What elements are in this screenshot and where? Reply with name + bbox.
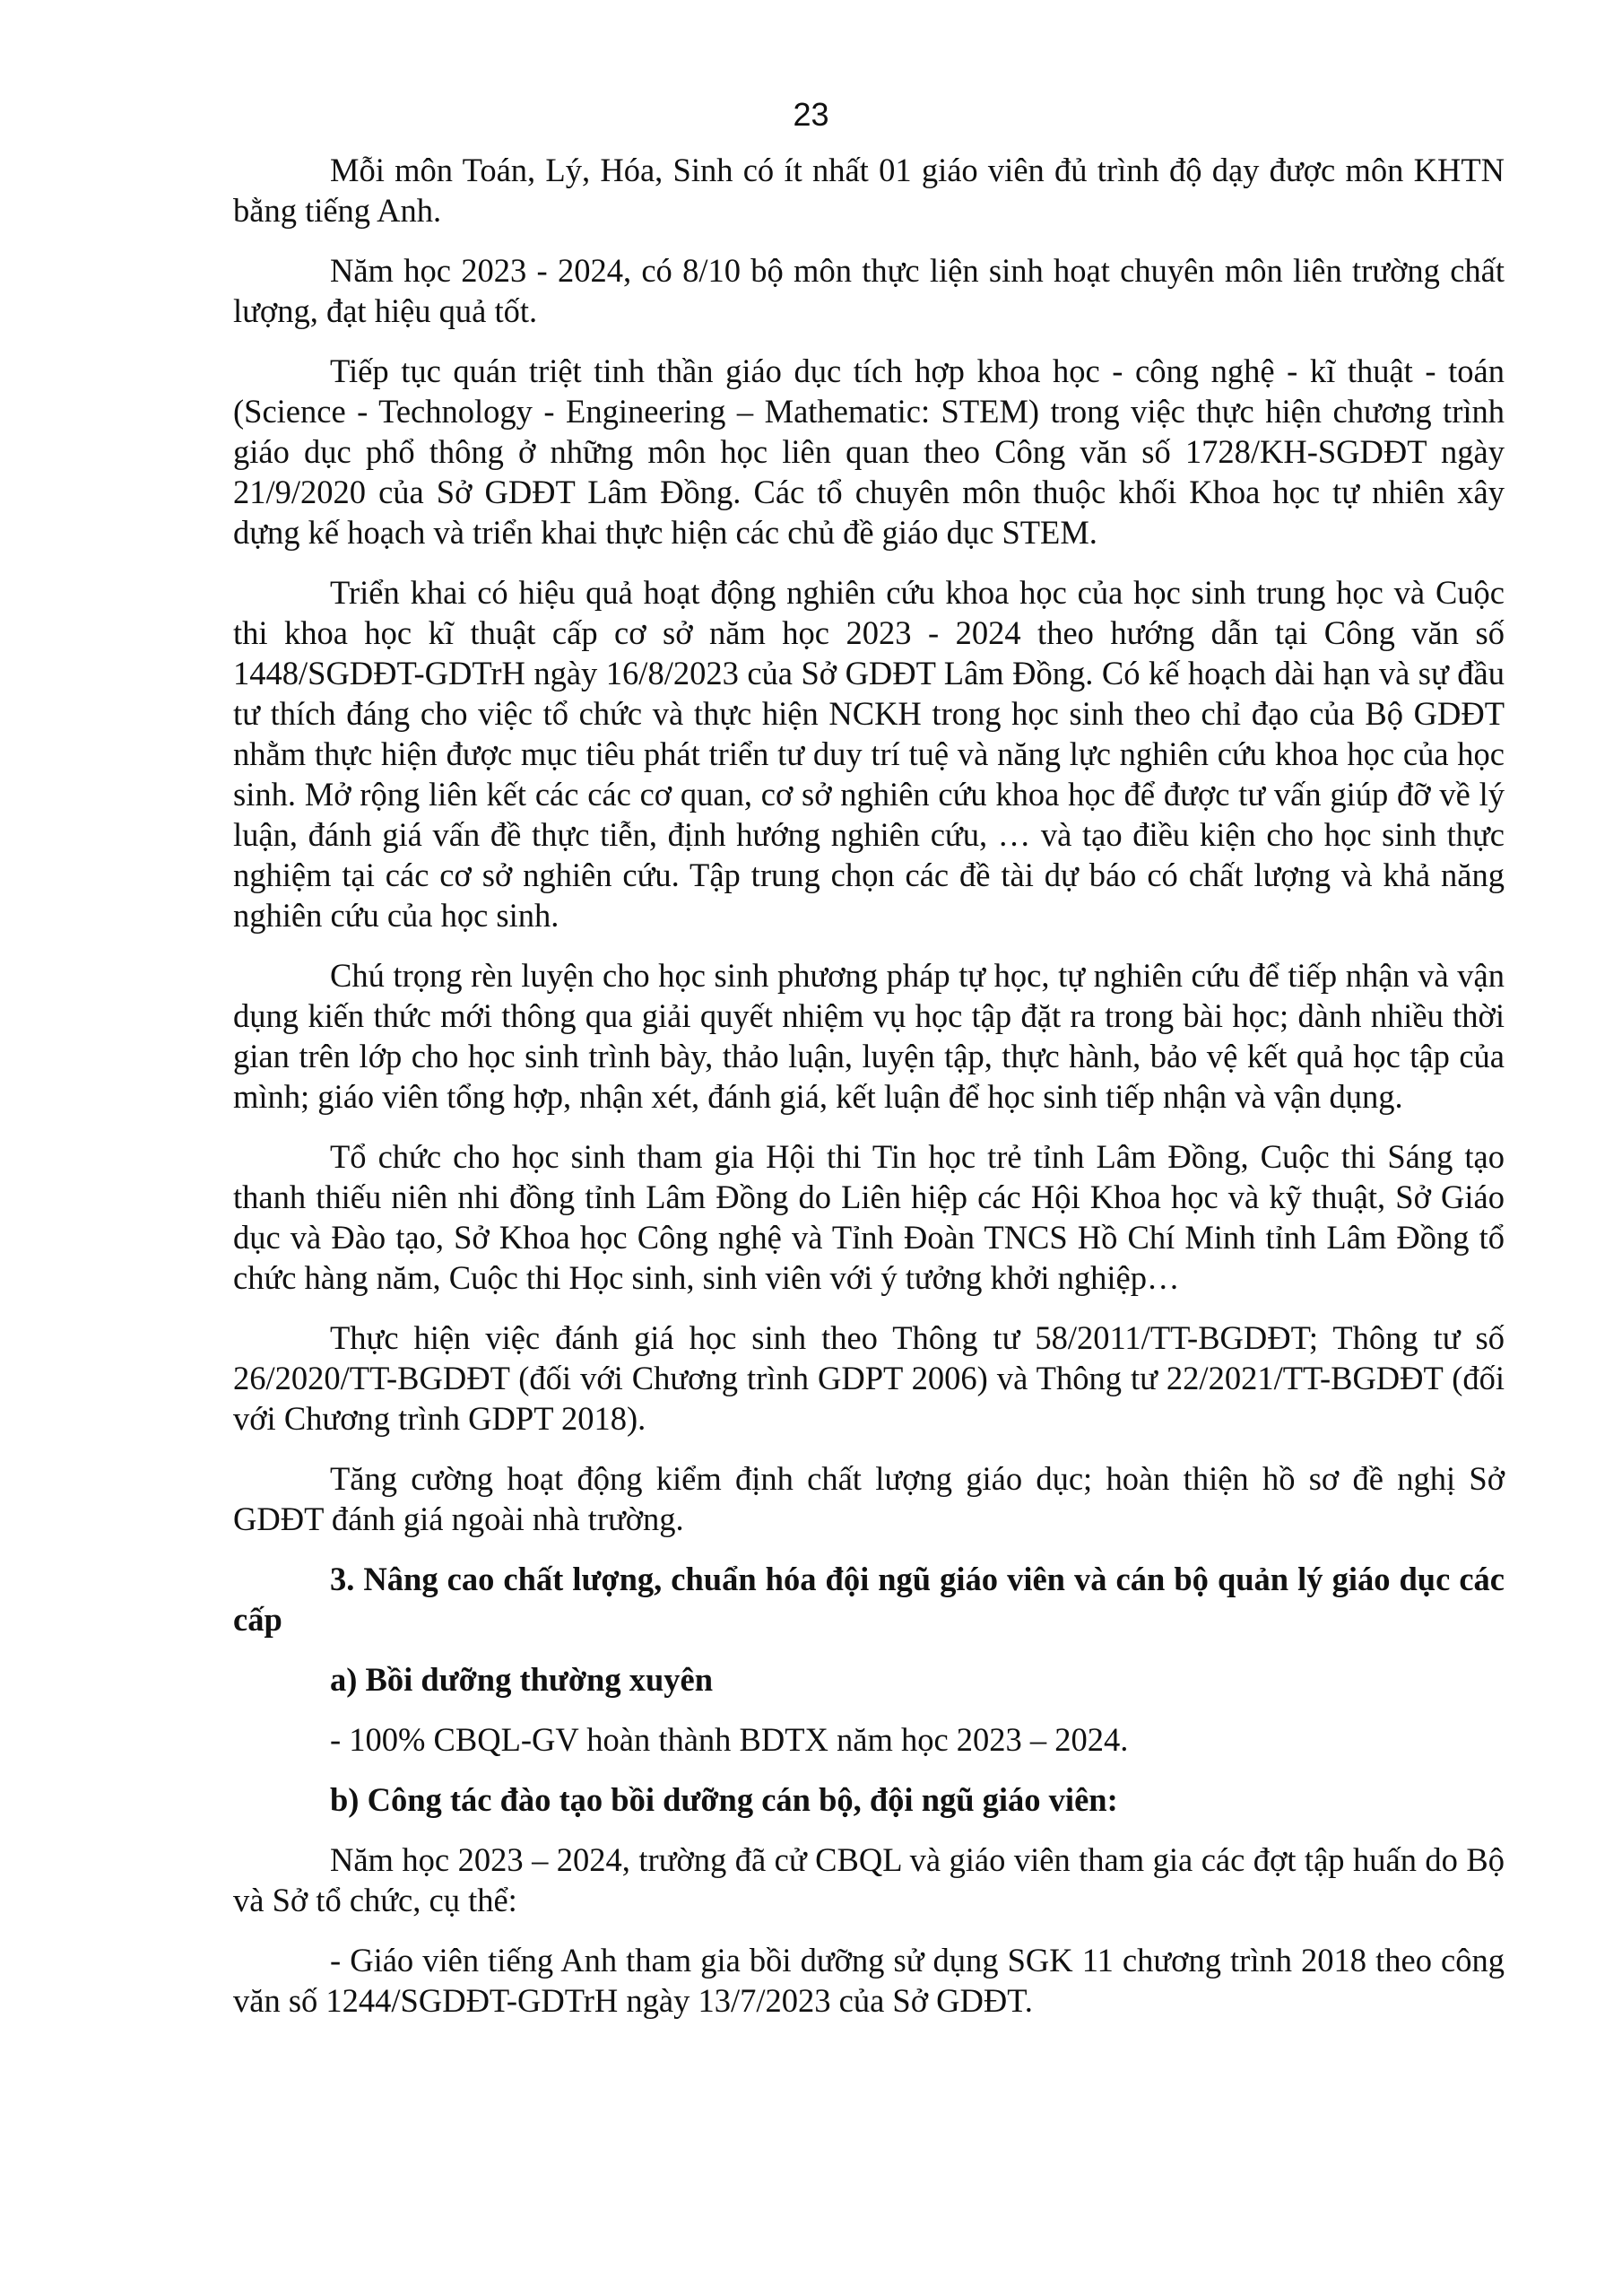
subsection-b-heading: b) Công tác đào tạo bồi dưỡng cán bộ, đội ngũ giáo viên:: [330, 1781, 1118, 1818]
paragraph-scientific-research: Triển khai có hiệu quả hoạt động nghiên cứu khoa học của học sinh trung học và Cuộc thi khoa học kĩ thuật cấp cơ sở năm học 2023 - 2024 theo hướng dẫn tại Công văn số 1448/SGDĐT-GDTrH ngày 16/8/2023 của Sở GDĐT Lâm Đồng. Có kế hoạch dài hạn và sự đầu tư thích đáng cho việc tổ chức và thực hiện NCKH trong học sinh theo chỉ đạo của Bộ GDĐT nhằm thực hiện được mục tiêu phát triển tư duy trí tuệ và năng lực nghiên cứu khoa học của học sinh. Mở rộng liên kết các các cơ quan, cơ sở nghiên cứu khoa học để được tư vấn giúp đỡ về lý luận, đánh giá vấn đề thực tiễn, định hướng nghiên cứu, … và tạo điều kiện cho học sinh thực nghiệm tại các cơ sở nghiên cứu. Tập trung chọn các đề tài dự báo có chất lượng và khả năng nghiên cứu của học sinh.: [233, 574, 1505, 934]
paragraph-competitions: Tổ chức cho học sinh tham gia Hội thi Tin học trẻ tỉnh Lâm Đồng, Cuộc thi Sáng tạo thanh thiếu niên nhi đồng tỉnh Lâm Đồng do Liên hiệp các Hội Khoa học và kỹ thuật, Sở Giáo dục và Đào tạo, Sở Khoa học Công nghệ và Tỉnh Đoàn TNCS Hồ Chí Minh tỉnh Lâm Đồng tổ chức hàng năm, Cuộc thi Học sinh, sinh viên với ý tưởng khởi nghiệp…: [233, 1138, 1505, 1296]
paragraph-student-assessment: Thực hiện việc đánh giá học sinh theo Thông tư 58/2011/TT-BGDĐT; Thông tư số 26/2020/TT-BGDĐT (đối với Chương trình GDPT 2006) và Thông tư 22/2021/TT-BGDĐT (đối với Chương trình GDPT 2018).: [233, 1319, 1505, 1437]
paragraph-teachers-english: Mỗi môn Toán, Lý, Hóa, Sinh có ít nhất 01 giáo viên đủ trình độ dạy được môn KHTN bằng tiếng Anh.: [233, 152, 1505, 229]
subsection-b-intro: Năm học 2023 – 2024, trường đã cử CBQL và giáo viên tham gia các đợt tập huấn do Bộ và Sở tổ chức, cụ thể:: [233, 1841, 1505, 1918]
page-number: 23: [793, 96, 829, 133]
subsection-a-text: - 100% CBQL-GV hoàn thành BDTX năm học 2023 – 2024.: [330, 1721, 1129, 1758]
subsection-b-item-english-teachers: - Giáo viên tiếng Anh tham gia bồi dưỡng sử dụng SGK 11 chương trình 2018 theo công văn số 1244/SGDĐT-GDTrH ngày 13/7/2023 của Sở GDĐT.: [233, 1942, 1505, 2019]
paragraph-self-study: Chú trọng rèn luyện cho học sinh phương pháp tự học, tự nghiên cứu để tiếp nhận và vận dụng kiến thức mới thông qua giải quyết nhiệm vụ học tập đặt ra trong bài học; dành nhiều thời gian trên lớp cho học sinh trình bày, thảo luận, luyện tập, thực hành, bảo vệ kết quả học tập của mình; giáo viên tổng hợp, nhận xét, đánh giá, kết luận để học sinh tiếp nhận và vận dụng.: [233, 957, 1505, 1115]
paragraph-stem-education: Tiếp tục quán triệt tinh thần giáo dục tích hợp khoa học - công nghệ - kĩ thuật - toán (Science - Technology - Engineering – Mathematic: STEM) trong việc thực hiện chương trình giáo dục phổ thông ở những môn học liên quan theo Công văn số 1728/KH-SGDĐT ngày 21/9/2020 của Sở GDĐT Lâm Đồng. Các tổ chuyên môn thuộc khối Khoa học tự nhiên xây dựng kế hoạch và triển khai thực hiện các chủ đề giáo dục STEM.: [233, 352, 1505, 551]
section-3-heading: 3. Nâng cao chất lượng, chuẩn hóa đội ngũ giáo viên và cán bộ quản lý giáo dục các cấp: [233, 1561, 1505, 1638]
document-body: [233, 150, 1505, 2040]
paragraph-quality-accreditation: Tăng cường hoạt động kiểm định chất lượng giáo dục; hoàn thiện hồ sơ đề nghị Sở GDĐT đánh giá ngoài nhà trường.: [233, 1460, 1505, 1537]
paragraph-professional-activities: Năm học 2023 - 2024, có 8/10 bộ môn thực liện sinh hoạt chuyên môn liên trường chất lượng, đạt hiệu quả tốt.: [233, 252, 1505, 329]
subsection-a-heading: a) Bồi dưỡng thường xuyên: [330, 1661, 714, 1698]
